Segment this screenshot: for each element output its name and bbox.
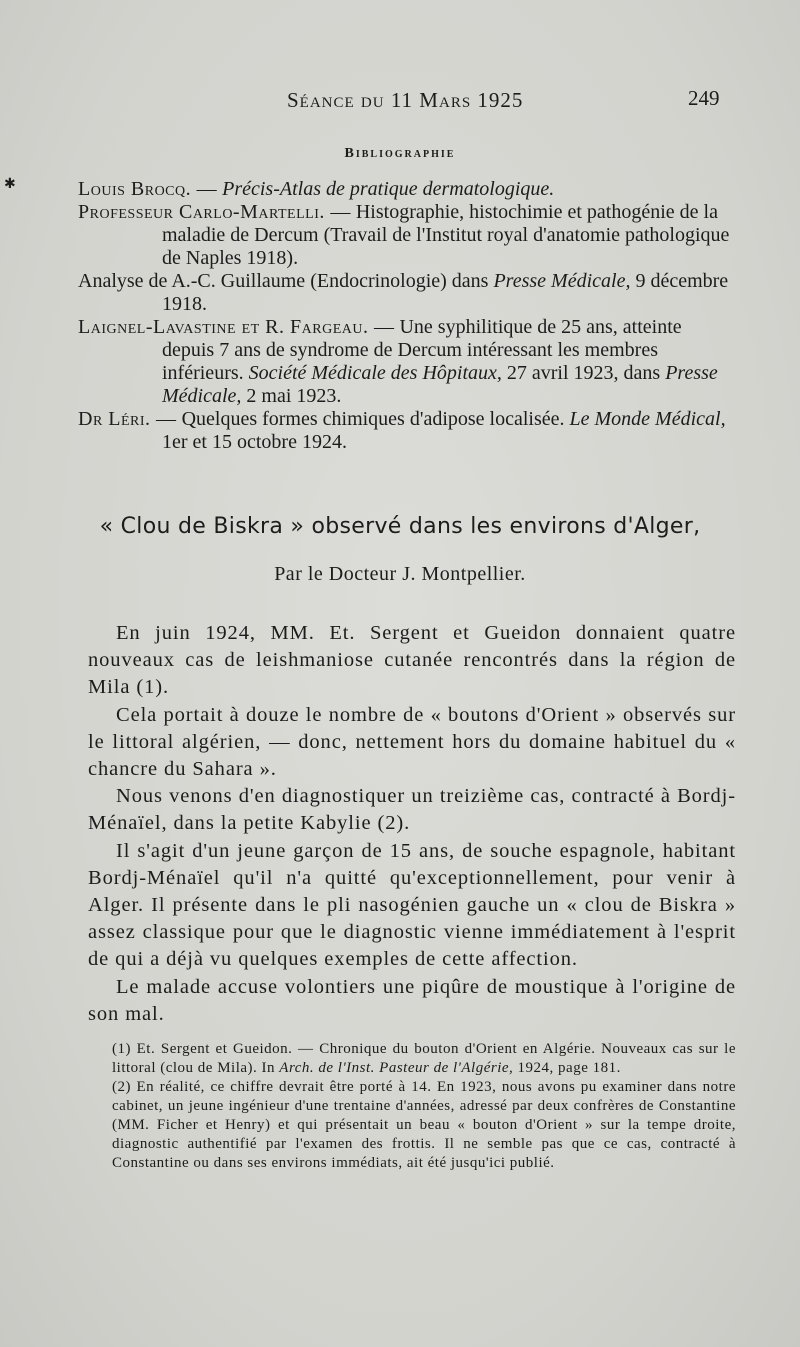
footnote <box>112 1040 736 1078</box>
entry-text: Histographie, histochimie et pathogénie de la maladie de Dercum (Travail de l'Institut royal d'anatomie pathologique de Naples 1918). <box>162 201 730 269</box>
footnote-text: (2) En réalité, ce chiffre devrait être porté à 14. En 1923, nous avons pu examiner dans notre cabinet, un jeune ingénieur d'une trentaine d'années, adressé par deux confrères de Constantine (MM. Ficher et Henry) et qui présentait un beau « bouton d'Orient » sur la tempe droite, diagnostic authentifié par l'examen des frottis. Il ne semble pas que ce cas, contracté à Constantine ou dans ses environs immédiats, ait été jusqu'ici publié. <box>112 1079 736 1171</box>
margin-star-mark: ✱ <box>4 177 16 192</box>
article-author: Par le Docteur J. Montpellier. <box>274 563 526 585</box>
entry-text: de A.-C. Guillaume (Endocrinologie) dans <box>143 270 494 292</box>
bibliography-entry <box>78 316 738 408</box>
bibliography-entry <box>78 408 738 454</box>
running-head <box>0 88 800 118</box>
entry-text: Une syphilitique de 25 ans, atteinte depuis 7 ans de syndrome de Dercum intéressant les membres inférieurs. <box>162 316 682 384</box>
body-paragraph: Le malade accuse volontiers une piqûre de moustique à l'origine de son mal. <box>88 975 736 1025</box>
entry-italic: Le Monde Médical, <box>569 408 726 430</box>
bibliography-heading: Bibliographie <box>344 146 456 161</box>
entry-after: 1er et 15 octobre 1924. <box>162 431 347 453</box>
footnote-italic: Arch. de l'Inst. Pasteur de l'Algérie, <box>279 1060 514 1076</box>
entry-after: 9 décembre 1918. <box>162 270 729 315</box>
entry-italic: Presse Médicale, <box>493 270 631 292</box>
footnote-text: (1) Et. Sergent et Gueidon. — Chronique du bouton d'Orient en Algérie. Nouveaux cas sur le littoral (clou de Mila). In <box>112 1041 736 1076</box>
footnotes <box>112 1040 736 1173</box>
entry-author: Dr Léri. — <box>78 408 177 430</box>
entry-author: Professeur Carlo-Martelli. — <box>78 201 351 223</box>
body-paragraph: Il s'agit d'un jeune garçon de 15 ans, de souche espagnole, habitant Bordj-Ménaïel qu'il n'a quitté qu'exceptionnellement, pour venir à Alger. Il présente dans le pli nasogénien gauche un « clou de Biskra » assez classique pour que le diagnostic vienne immédiatement à l'esprit de qui a déjà vu quelques exemples de cette affection. <box>88 839 736 971</box>
entry-italic: Société Médicale des Hôpitaux, <box>248 362 502 384</box>
running-title: Séance du 11 Mars 1925 <box>287 88 524 112</box>
bibliography-entry <box>78 270 738 316</box>
article-body <box>88 620 736 1028</box>
entry-after: 2 mai 1923. <box>241 385 342 407</box>
entry-italic: Précis-Atlas de pratique dermatologique. <box>222 178 555 200</box>
body-paragraph: En juin 1924, MM. Et. Sergent et Gueidon donnaient quatre nouveaux cas de leishmaniose cutanée rencontrés dans la région de Mila (1). <box>88 622 736 699</box>
bibliography-entry <box>78 201 738 270</box>
bibliography-list <box>78 178 738 454</box>
bibliography-entry <box>78 178 738 201</box>
footnote <box>112 1078 736 1173</box>
body-paragraph: Nous venons d'en diagnostiquer un treizième cas, contracté à Bordj-Ménaïel, dans la petite Kabylie (2). <box>88 785 736 835</box>
entry-text: Quelques formes chimiques d'adipose localisée. <box>176 408 570 430</box>
page-number: 249 <box>688 86 720 110</box>
footnote-after: 1924, page 181. <box>513 1060 621 1076</box>
entry-author: Laignel-Lavastine et R. Fargeau. — <box>78 316 395 338</box>
article-title: « Clou de Biskra » observé dans les environs d'Alger, <box>99 514 701 539</box>
entry-author: Analyse <box>78 270 144 292</box>
entry-author: Louis Brocq. — <box>78 178 218 200</box>
entry-italic: Presse Médicale, <box>162 362 718 407</box>
entry-after: 27 avril 1923, dans <box>501 362 666 384</box>
body-paragraph: Cela portait à douze le nombre de « boutons d'Orient » observés sur le littoral algérien, — donc, nettement hors du domaine habituel du « chancre du Sahara ». <box>88 703 736 781</box>
